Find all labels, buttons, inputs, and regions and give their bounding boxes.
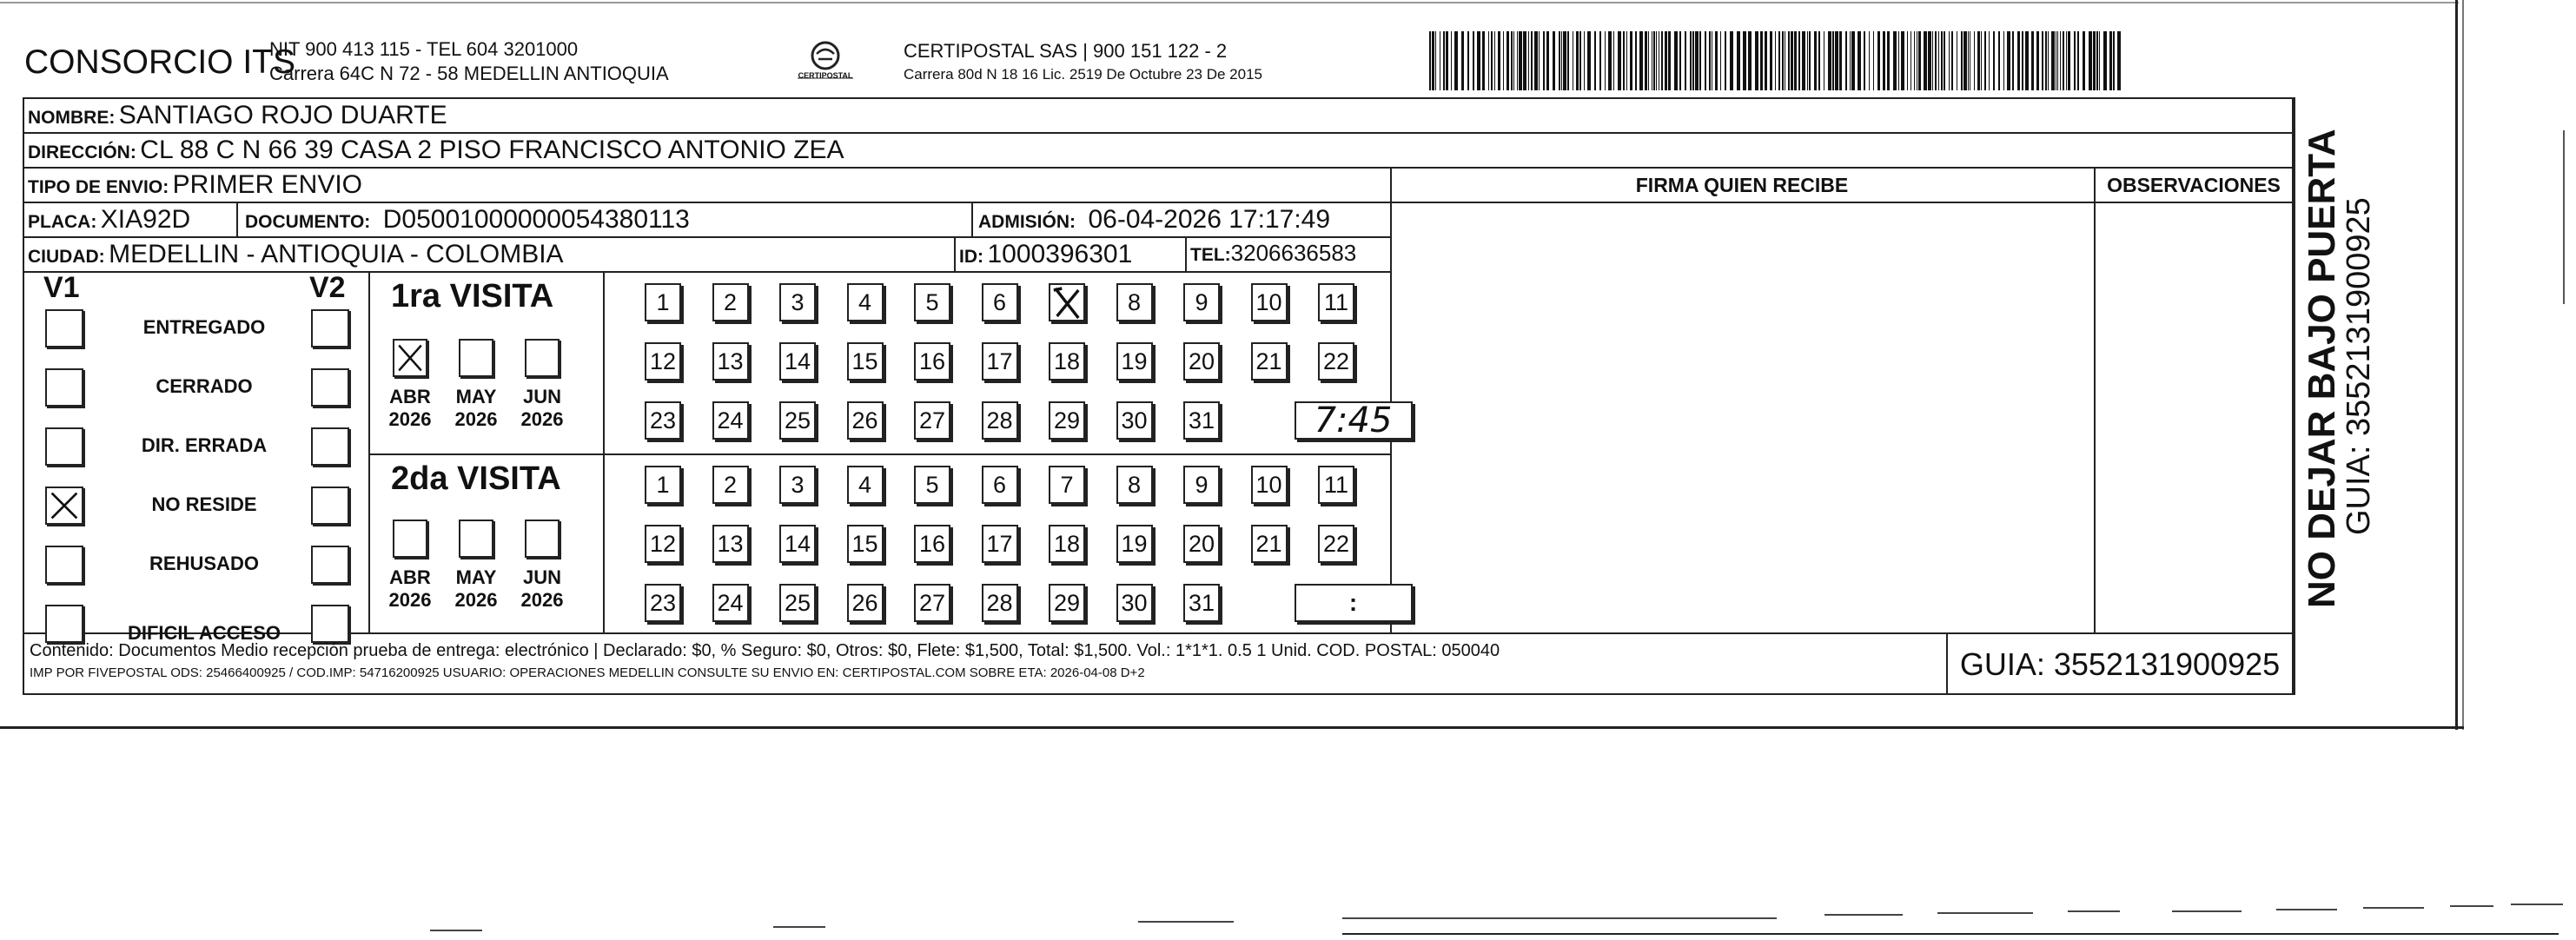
certipostal-name: CERTIPOSTAL SAS | 900 151 122 - 2 bbox=[904, 40, 1228, 62]
status-label: DIFICIL ACCESO bbox=[127, 622, 281, 644]
month-checkbox[interactable] bbox=[393, 520, 427, 558]
day-box-4[interactable]: 4 bbox=[847, 283, 884, 321]
company-nit: NIT 900 413 115 - TEL 604 3201000 bbox=[269, 38, 579, 60]
day-box-23[interactable]: 23 bbox=[645, 584, 681, 622]
month-name: ABR bbox=[389, 566, 431, 588]
month-label bbox=[382, 386, 438, 431]
month-label bbox=[448, 566, 504, 612]
visit1-title: 1ra VISITA bbox=[391, 278, 554, 314]
check-x-icon bbox=[1050, 285, 1083, 320]
day-box-15[interactable]: 15 bbox=[847, 525, 884, 563]
stub-line bbox=[1342, 933, 2559, 935]
status-v1-checkbox[interactable] bbox=[45, 605, 83, 643]
footer-line2: IMP POR FIVEPOSTAL ODS: 25466400925 / COD.IMP: 54716200925 USUARIO: OPERACIONES MEDELLIN CONSULTE SU ENVIO EN: CERTIPOSTAL.COM SOBRE ETA: 2026-04-08 D+2 bbox=[30, 665, 1145, 680]
month-year: 2026 bbox=[388, 408, 432, 430]
day-box-6[interactable]: 6 bbox=[982, 466, 1018, 504]
day-box-26[interactable]: 26 bbox=[847, 584, 884, 622]
ciudad-field bbox=[28, 240, 564, 269]
tel-label: TEL: bbox=[1190, 245, 1231, 265]
far-right-mark bbox=[2563, 130, 2565, 304]
v2-header: V2 bbox=[309, 271, 346, 304]
day-box-4[interactable]: 4 bbox=[847, 466, 884, 504]
status-v2-checkbox[interactable] bbox=[311, 427, 349, 466]
row-line bbox=[23, 132, 2294, 134]
day-box-10[interactable]: 10 bbox=[1251, 466, 1288, 504]
placa-label: PLACA: bbox=[28, 212, 97, 232]
day-box-8[interactable]: 8 bbox=[1116, 466, 1153, 504]
dash-mark bbox=[773, 926, 825, 928]
day-box-9[interactable]: 9 bbox=[1183, 283, 1220, 321]
day-box-22[interactable]: 22 bbox=[1318, 525, 1354, 563]
row-line bbox=[23, 167, 2294, 169]
tel-value: 3206636583 bbox=[1230, 240, 1357, 266]
barcode bbox=[1429, 31, 2124, 90]
day-box-3[interactable]: 3 bbox=[779, 283, 816, 321]
visit-divider bbox=[603, 453, 1390, 455]
time-box[interactable]: 7:45 bbox=[1295, 401, 1413, 440]
status-v1-checkbox[interactable] bbox=[45, 427, 83, 466]
v1-header: V1 bbox=[43, 271, 80, 304]
cell-divider bbox=[236, 202, 238, 236]
day-box-20[interactable]: 20 bbox=[1183, 525, 1220, 563]
day-box-7[interactable]: 7 bbox=[1049, 466, 1085, 504]
months-divider bbox=[603, 271, 605, 632]
day-box-2[interactable]: 2 bbox=[712, 466, 749, 504]
month-checkbox[interactable] bbox=[459, 520, 493, 558]
tipo-envio-field bbox=[28, 170, 362, 200]
month-name: ABR bbox=[389, 386, 431, 407]
status-v2-checkbox[interactable] bbox=[311, 605, 349, 643]
status-v1-checkbox[interactable] bbox=[45, 309, 83, 348]
day-box-11[interactable]: 11 bbox=[1318, 283, 1354, 321]
tipo-envio-label: TIPO DE ENVIO: bbox=[28, 177, 169, 197]
day-box-28[interactable]: 28 bbox=[982, 401, 1018, 440]
side-guia: GUIA: 3552131900925 bbox=[2341, 197, 2377, 535]
day-box-11[interactable]: 11 bbox=[1318, 466, 1354, 504]
month-name: JUN bbox=[522, 386, 561, 407]
status-v1-checkbox[interactable] bbox=[45, 487, 83, 525]
day-box-21[interactable]: 21 bbox=[1251, 525, 1288, 563]
status-label: CERRADO bbox=[156, 375, 253, 397]
day-box-17[interactable]: 17 bbox=[982, 525, 1018, 563]
cell-divider bbox=[954, 236, 956, 271]
status-label: DIR. ERRADA bbox=[141, 434, 268, 456]
day-box-16[interactable]: 16 bbox=[914, 525, 950, 563]
placa-value: XIA92D bbox=[100, 205, 191, 234]
firma-area[interactable] bbox=[1394, 205, 2092, 631]
placa-field bbox=[28, 205, 190, 235]
status-label: ENTREGADO bbox=[142, 316, 266, 338]
dash-mark bbox=[2363, 907, 2424, 909]
observaciones-area[interactable] bbox=[2097, 205, 2292, 631]
day-box-8[interactable]: 8 bbox=[1116, 283, 1153, 321]
day-box-18[interactable]: 18 bbox=[1049, 342, 1085, 381]
footer-line1: Contenido: Documentos Medio recepción prueba de entrega: electrónico | Declarado: $0, % Seguro: $0, Otros: $0, Flete: $1,500, Total: $1,500. Vol.: 1*1*1. 0.5 1 Unid. COD. POSTAL: 050040 bbox=[30, 641, 1500, 660]
status-divider bbox=[368, 271, 370, 632]
dash-mark bbox=[2068, 910, 2120, 912]
admision-label: ADMISIÓN: bbox=[978, 212, 1076, 232]
company-address: Carrera 64C N 72 - 58 MEDELLIN ANTIOQUIA bbox=[269, 63, 669, 84]
firma-header-line bbox=[1390, 202, 2294, 203]
visit-divider-left bbox=[368, 453, 603, 455]
ciudad-label: CIUDAD: bbox=[28, 247, 105, 267]
observaciones-header: OBSERVACIONES bbox=[2107, 174, 2281, 196]
dash-mark bbox=[1937, 912, 2033, 914]
day-box-1[interactable]: 1 bbox=[645, 283, 681, 321]
dash-mark bbox=[2276, 909, 2337, 910]
dash-mark bbox=[2450, 905, 2493, 907]
status-label: NO RESIDE bbox=[151, 493, 257, 515]
day-box-5[interactable]: 5 bbox=[914, 466, 950, 504]
day-box-28[interactable]: 28 bbox=[982, 584, 1018, 622]
month-checkbox[interactable] bbox=[525, 339, 560, 377]
month-year: 2026 bbox=[520, 589, 564, 611]
month-checkbox[interactable] bbox=[525, 520, 560, 558]
admision-value: 06-04-2026 17:17:49 bbox=[1088, 205, 1331, 234]
bottom-edge bbox=[0, 726, 2464, 729]
day-box-25[interactable]: 25 bbox=[779, 401, 816, 440]
day-box-6[interactable]: 6 bbox=[982, 283, 1018, 321]
check-x-icon bbox=[49, 490, 80, 521]
status-v1-checkbox[interactable] bbox=[45, 368, 83, 407]
month-label bbox=[514, 566, 570, 612]
month-year: 2026 bbox=[388, 589, 432, 611]
ciudad-value: MEDELLIN - ANTIOQUIA - COLOMBIA bbox=[109, 240, 564, 268]
direccion-value: CL 88 C N 66 39 CASA 2 PISO FRANCISCO ANTONIO ZEA bbox=[140, 136, 844, 164]
documento-value: D05001000000054380113 bbox=[382, 205, 690, 234]
observaciones-column-left bbox=[2094, 167, 2096, 632]
dash-mark bbox=[2511, 904, 2563, 905]
cell-divider bbox=[1185, 236, 1187, 271]
footer-guia: GUIA: 3552131900925 bbox=[1959, 646, 2281, 682]
day-box-29[interactable]: 29 bbox=[1049, 584, 1085, 622]
row-line bbox=[23, 632, 2294, 634]
month-checkbox[interactable] bbox=[459, 339, 493, 377]
top-edge bbox=[0, 2, 2459, 3]
side-warning: NO DEJAR BAJO PUERTA bbox=[2301, 129, 2343, 608]
id-field bbox=[959, 240, 1132, 269]
certipostal-address: Carrera 80d N 18 16 Lic. 2519 De Octubre 23 De 2015 bbox=[904, 66, 1262, 83]
admision-field bbox=[978, 205, 1330, 235]
nombre-label: NOMBRE: bbox=[28, 108, 116, 128]
day-box-7[interactable] bbox=[1049, 283, 1085, 321]
tipo-envio-value: PRIMER ENVIO bbox=[172, 170, 363, 199]
day-box-9[interactable]: 9 bbox=[1183, 466, 1220, 504]
cell-divider bbox=[971, 202, 973, 236]
dash-mark bbox=[1342, 917, 1777, 919]
day-box-19[interactable]: 19 bbox=[1116, 525, 1153, 563]
status-v2-checkbox[interactable] bbox=[311, 368, 349, 407]
day-box-3[interactable]: 3 bbox=[779, 466, 816, 504]
status-label: REHUSADO bbox=[149, 553, 259, 574]
direccion-label: DIRECCIÓN: bbox=[28, 142, 136, 162]
day-box-15[interactable]: 15 bbox=[847, 342, 884, 381]
day-box-19[interactable]: 19 bbox=[1116, 342, 1153, 381]
day-box-26[interactable]: 26 bbox=[847, 401, 884, 440]
day-box-23[interactable]: 23 bbox=[645, 401, 681, 440]
day-box-25[interactable]: 25 bbox=[779, 584, 816, 622]
month-year: 2026 bbox=[520, 408, 564, 430]
logo-caption: CERTIPOSTAL bbox=[798, 71, 853, 80]
certipostal-logo bbox=[791, 38, 860, 90]
nombre-field bbox=[28, 101, 447, 130]
month-name: MAY bbox=[455, 566, 497, 588]
id-value: 1000396301 bbox=[987, 240, 1133, 268]
day-box-31[interactable]: 31 bbox=[1183, 401, 1220, 440]
month-name: MAY bbox=[455, 386, 497, 407]
month-label bbox=[448, 386, 504, 431]
day-box-5[interactable]: 5 bbox=[914, 283, 950, 321]
tel-field bbox=[1190, 240, 1356, 267]
day-box-24[interactable]: 24 bbox=[712, 401, 749, 440]
day-box-21[interactable]: 21 bbox=[1251, 342, 1288, 381]
dash-mark bbox=[1824, 914, 1903, 916]
month-label bbox=[514, 386, 570, 431]
month-year: 2026 bbox=[454, 589, 498, 611]
check-x-icon bbox=[396, 342, 424, 374]
day-box-18[interactable]: 18 bbox=[1049, 525, 1085, 563]
day-box-14[interactable]: 14 bbox=[779, 525, 816, 563]
day-box-10[interactable]: 10 bbox=[1251, 283, 1288, 321]
day-box-2[interactable]: 2 bbox=[712, 283, 749, 321]
documento-label: DOCUMENTO: bbox=[245, 212, 371, 232]
day-box-30[interactable]: 30 bbox=[1116, 401, 1153, 440]
row-line bbox=[23, 271, 1391, 273]
month-label bbox=[382, 566, 438, 612]
day-box-16[interactable]: 16 bbox=[914, 342, 950, 381]
dash-mark bbox=[2172, 910, 2242, 912]
day-box-27[interactable]: 27 bbox=[914, 584, 950, 622]
day-box-31[interactable]: 31 bbox=[1183, 584, 1220, 622]
day-box-17[interactable]: 17 bbox=[982, 342, 1018, 381]
month-name: JUN bbox=[522, 566, 561, 588]
day-box-20[interactable]: 20 bbox=[1183, 342, 1220, 381]
day-box-27[interactable]: 27 bbox=[914, 401, 950, 440]
status-v2-checkbox[interactable] bbox=[311, 546, 349, 584]
month-checkbox[interactable] bbox=[393, 339, 427, 377]
time-box[interactable]: : bbox=[1295, 584, 1413, 622]
day-box-22[interactable]: 22 bbox=[1318, 342, 1354, 381]
firma-column-left bbox=[1390, 167, 1392, 632]
postal-logo-icon bbox=[791, 38, 860, 90]
month-year: 2026 bbox=[454, 408, 498, 430]
day-box-13[interactable]: 13 bbox=[712, 342, 749, 381]
right-edge-inner bbox=[2462, 0, 2464, 730]
day-box-30[interactable]: 30 bbox=[1116, 584, 1153, 622]
documento-field bbox=[245, 205, 690, 235]
dash-mark bbox=[1138, 921, 1234, 923]
nombre-value: SANTIAGO ROJO DUARTE bbox=[118, 101, 447, 129]
status-v2-checkbox[interactable] bbox=[311, 309, 349, 348]
side-panel-divider bbox=[2294, 97, 2295, 695]
id-label: ID: bbox=[959, 247, 983, 267]
visit2-title: 2da VISITA bbox=[391, 460, 561, 497]
company-name: CONSORCIO ITS bbox=[24, 43, 296, 81]
status-v2-checkbox[interactable] bbox=[311, 487, 349, 525]
day-box-1[interactable]: 1 bbox=[645, 466, 681, 504]
status-v1-checkbox[interactable] bbox=[45, 546, 83, 584]
day-box-14[interactable]: 14 bbox=[779, 342, 816, 381]
barcode-icon bbox=[1429, 31, 2124, 90]
day-box-12[interactable]: 12 bbox=[645, 342, 681, 381]
direccion-field bbox=[28, 136, 844, 165]
day-box-24[interactable]: 24 bbox=[712, 584, 749, 622]
day-box-12[interactable]: 12 bbox=[645, 525, 681, 563]
firma-header: FIRMA QUIEN RECIBE bbox=[1635, 174, 1849, 196]
day-box-29[interactable]: 29 bbox=[1049, 401, 1085, 440]
day-box-13[interactable]: 13 bbox=[712, 525, 749, 563]
dash-mark bbox=[430, 930, 482, 931]
right-edge-outer bbox=[2455, 0, 2458, 730]
